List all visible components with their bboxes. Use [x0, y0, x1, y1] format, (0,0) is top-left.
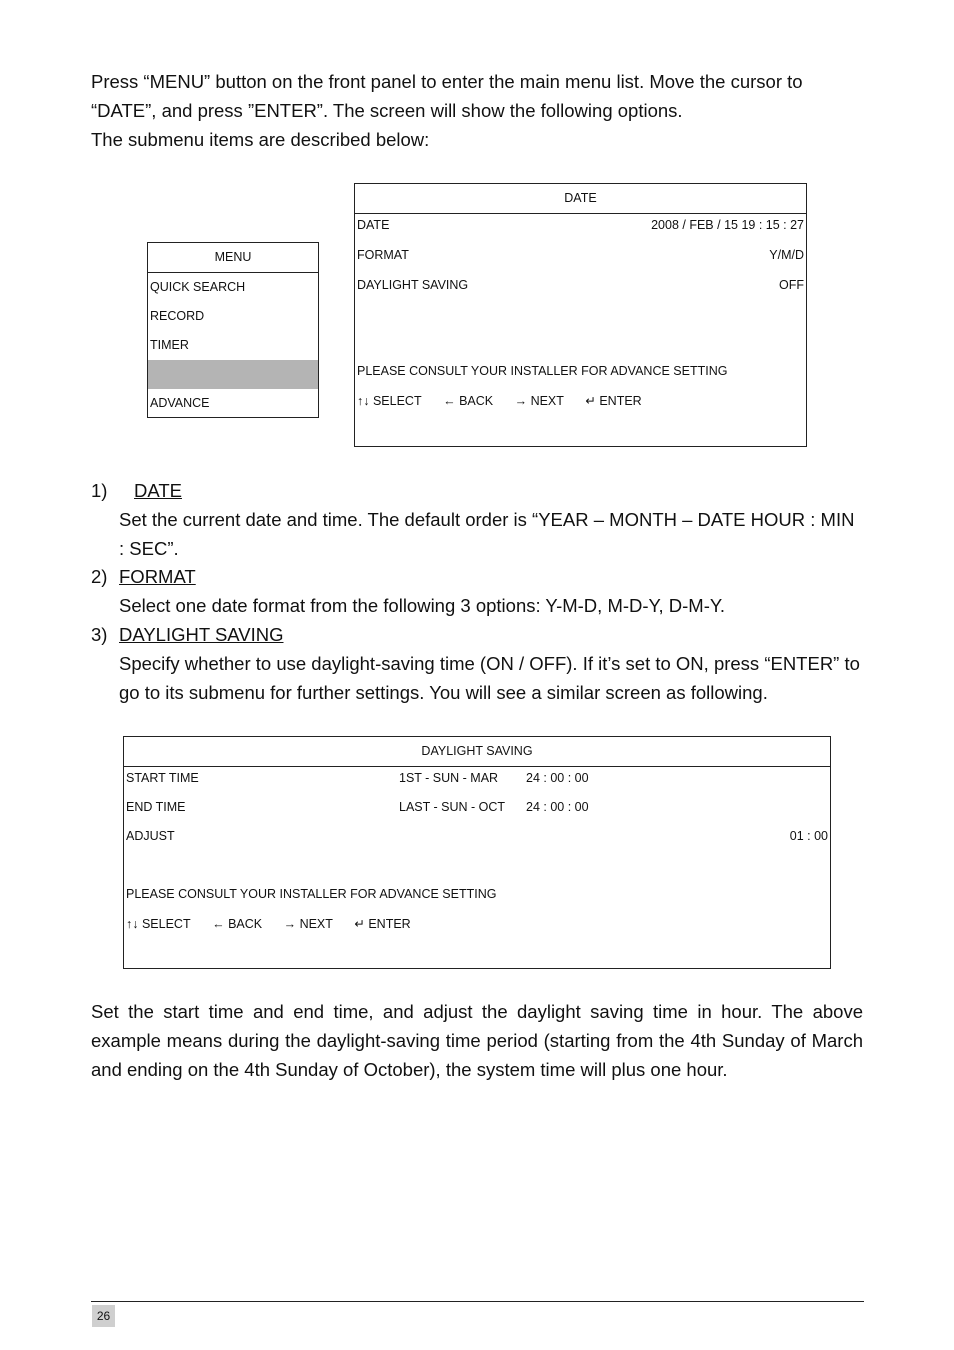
back-key-hint: ← BACK	[443, 394, 494, 408]
item-3-desc: Specify whether to use daylight-saving time (ON / OFF). If it’s set to ON, press “ENTER” to go to its submenu for further settings. You will see a similar screen as following.	[119, 653, 860, 703]
start-time-label[interactable]: START TIME	[126, 771, 199, 785]
format-row-label[interactable]: FORMAT	[357, 248, 409, 262]
daylight-row-label[interactable]: DAYLIGHT SAVING	[357, 278, 469, 292]
date-screen-title: DATE	[355, 184, 806, 214]
dst-screen-title: DAYLIGHT SAVING	[124, 737, 830, 767]
intro-line-1: Press “MENU” button on the front panel to enter the main menu list. Move the cursor to	[91, 71, 803, 92]
next-key-hint: → NEXT	[514, 394, 564, 408]
format-row-value[interactable]: Y/M/D	[769, 248, 804, 262]
enter-key-hint: ↵ ENTER	[354, 917, 411, 931]
intro-paragraph	[91, 67, 871, 154]
date-screen-box	[354, 183, 807, 447]
intro-line-3: The submenu items are described below:	[91, 129, 430, 150]
enter-key-hint: ↵ ENTER	[585, 394, 642, 408]
item-2-desc: Select one date format from the following 3 options: Y-M-D, M-D-Y, D-M-Y.	[119, 595, 725, 616]
date-row-label[interactable]: DATE	[357, 218, 390, 232]
footer-divider	[91, 1301, 864, 1302]
page-number: 26	[92, 1305, 115, 1327]
end-time-label[interactable]: END TIME	[126, 800, 186, 814]
item-1-number: 1)	[91, 480, 108, 501]
main-menu-box	[147, 242, 319, 418]
daylight-saving-box	[123, 736, 831, 969]
intro-line-2: “DATE”, and press ”ENTER”. The screen will show the following options.	[91, 100, 683, 121]
item-3-number: 3)	[91, 624, 108, 645]
menu-item-quick-search[interactable]: QUICK SEARCH	[150, 280, 246, 294]
dst-screen-note: PLEASE CONSULT YOUR INSTALLER FOR ADVANCE SETTING	[126, 887, 497, 901]
adjust-label[interactable]: ADJUST	[126, 829, 175, 843]
date-screen-key-hints	[357, 393, 660, 408]
menu-item-record[interactable]: RECORD	[150, 309, 205, 323]
back-key-hint: ← BACK	[212, 917, 263, 931]
menu-item-date-highlighted[interactable]	[148, 360, 318, 389]
select-key-hint: ↑↓ SELECT	[126, 917, 191, 931]
start-time-value[interactable]: 24 : 00 : 00	[526, 771, 589, 785]
item-3-title: DAYLIGHT SAVING	[119, 624, 284, 645]
start-time-rule[interactable]: 1ST - SUN - MAR	[399, 771, 499, 785]
item-1-desc: Set the current date and time. The default order is “YEAR – MONTH – DATE HOUR : MIN : SEC”.	[119, 509, 855, 559]
item-2-number: 2)	[91, 566, 108, 587]
daylight-row-value[interactable]: OFF	[779, 278, 804, 292]
select-key-hint: ↑↓ SELECT	[357, 394, 422, 408]
menu-title: MENU	[148, 243, 318, 273]
menu-item-advance[interactable]: ADVANCE	[150, 396, 210, 410]
outro-paragraph: Set the start time and end time, and adjust the daylight saving time in hour. The above example means during the daylight-saving time period (starting from the 4th Sunday of March and ending on the 4th Sunday of October), the system time will plus one hour.	[91, 1001, 863, 1080]
end-time-rule[interactable]: LAST - SUN - OCT	[399, 800, 506, 814]
item-2-title: FORMAT	[119, 566, 196, 587]
end-time-value[interactable]: 24 : 00 : 00	[526, 800, 589, 814]
date-screen-note: PLEASE CONSULT YOUR INSTALLER FOR ADVANCE SETTING	[357, 364, 728, 378]
item-1-title: DATE	[134, 480, 182, 501]
dst-screen-key-hints	[126, 916, 429, 931]
menu-item-timer[interactable]: TIMER	[150, 338, 189, 352]
next-key-hint: → NEXT	[283, 917, 333, 931]
adjust-value[interactable]: 01 : 00	[789, 829, 828, 843]
date-row-value[interactable]: 2008 / FEB / 15 19 : 15 : 27	[651, 218, 804, 232]
